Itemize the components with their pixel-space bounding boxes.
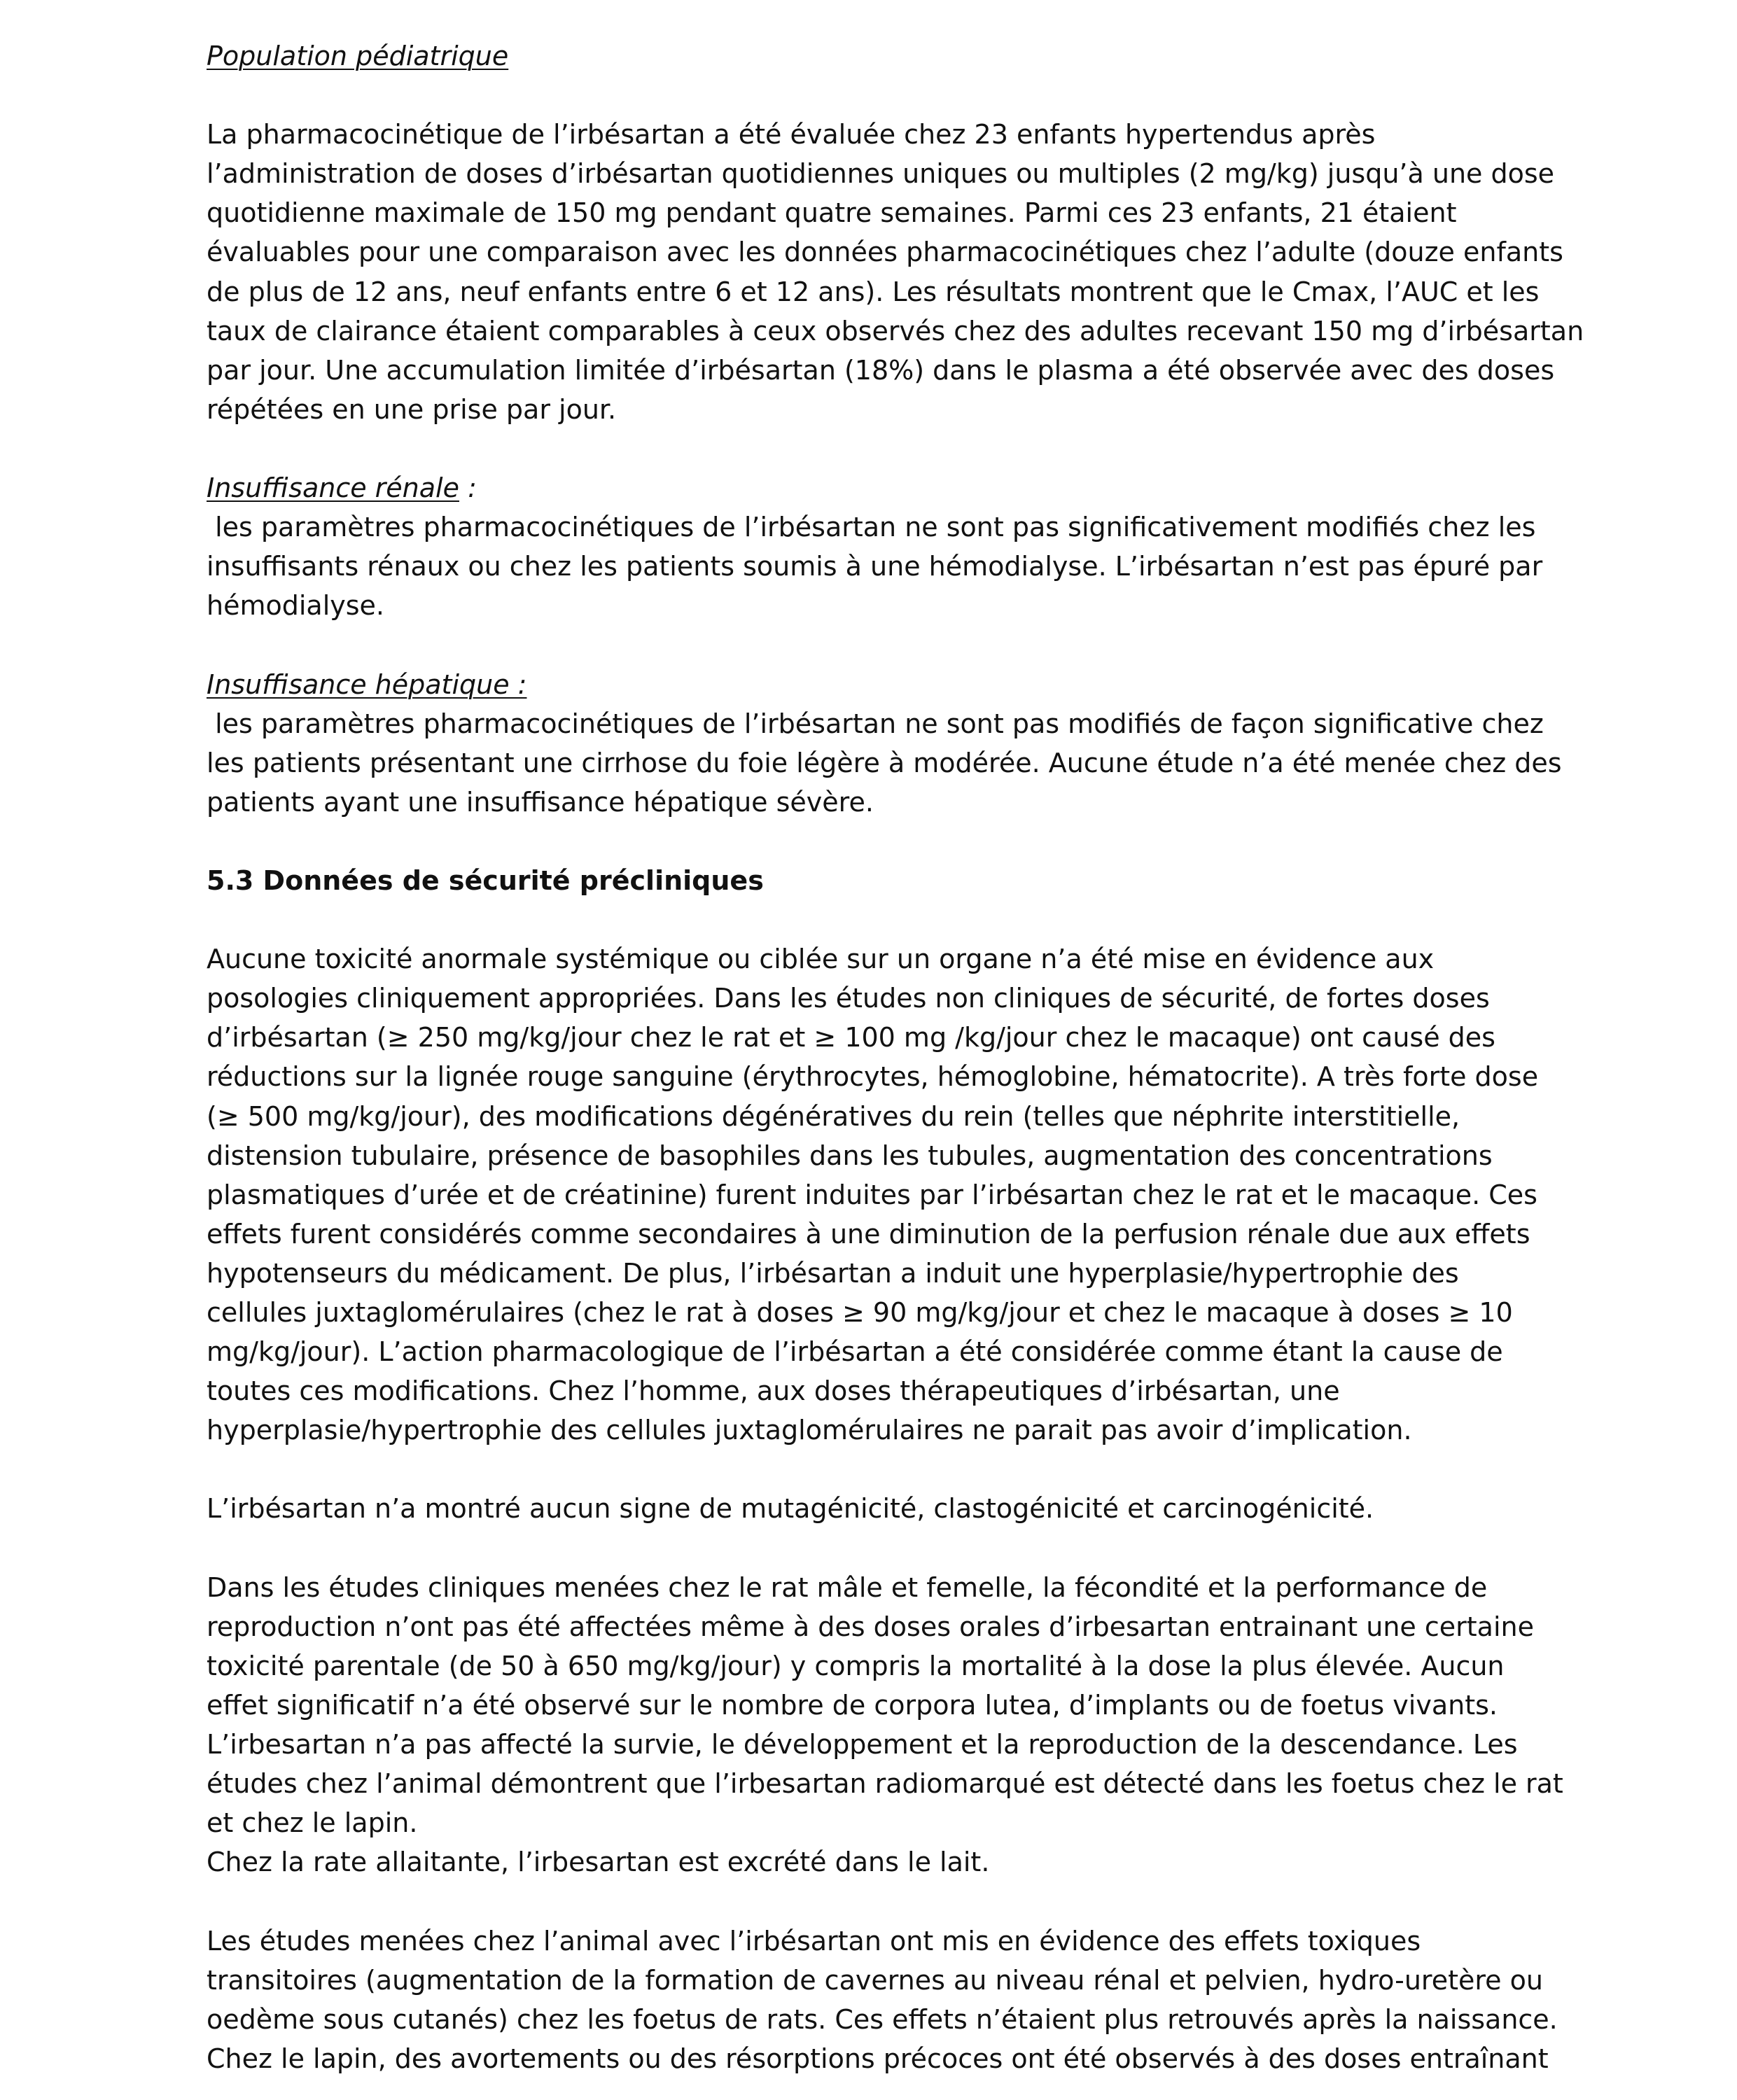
section-title-preclinical: 5.3 Données de sécurité précliniques [207, 864, 764, 896]
text-line: (≥ 500 mg/kg/jour), des modifications dégénératives du rein (telles que néphrite interstitielle, [207, 1100, 1460, 1132]
paragraph-hepatic [207, 704, 1562, 822]
section-heading-hepatic [207, 665, 1537, 704]
text-line: de plus de 12 ans, neuf enfants entre 6 et 12 ans). Les résultats montrent que le Cmax, l’AUC et les [207, 276, 1540, 307]
paragraph-preclinical-1 [207, 939, 1537, 1450]
paragraph-preclinical-2 [207, 1489, 1537, 1528]
text-line: transitoires (augmentation de la formation de cavernes au niveau rénal et pelvien, hydro-uretère ou [207, 1964, 1543, 1996]
text-line: réductions sur la lignée rouge sanguine (érythrocytes, hémoglobine, hématocrite). A très forte dose [207, 1061, 1539, 1093]
text-line: hémodialyse. [207, 590, 384, 622]
text-line: hypotenseurs du médicament. De plus, l’irbésartan a induit une hyperplasie/hypertrophie des [207, 1257, 1459, 1289]
spacer [207, 429, 1537, 468]
text-line: effet significatif n’a été observé sur le nombre de corpora lutea, d’implants ou de foetus vivants. [207, 1689, 1498, 1721]
text-line: Les études menées chez l’animal avec l’irbésartan ont mis en évidence des effets toxiques [207, 1925, 1421, 1956]
text-line: plasmatiques d’urée et de créatinine) furent induites par l’irbésartan chez le rat et le macaque. Ces [207, 1179, 1537, 1210]
text-line: Dans les études cliniques menées chez le rat mâle et femelle, la fécondité et la performance de [207, 1572, 1488, 1603]
text-line: effets furent considérés comme secondaires à une diminution de la perfusion rénale due aux effets [207, 1218, 1530, 1250]
text-line: Aucune toxicité anormale systémique ou ciblée sur un organe n’a été mise en évidence aux [207, 944, 1435, 975]
text-line: par jour. Une accumulation limitée d’irbésartan (18%) dans le plasma a été observée avec des doses [207, 354, 1555, 386]
heading-renal-text: Insuffisance rénale [207, 472, 459, 504]
text-line: d’irbésartan (≥ 250 mg/kg/jour chez le rat et ≥ 100 mg /kg/jour chez le macaque) ont causé des [207, 1022, 1495, 1054]
spacer [207, 76, 1537, 115]
spacer [207, 625, 1537, 664]
text-line: cellules juxtaglomérulaires (chez le rat à doses ≥ 90 mg/kg/jour et chez le macaque à doses ≥ 10 [207, 1297, 1513, 1328]
text-line: toutes ces modifications. Chez l’homme, aux doses thérapeutiques d’irbésartan, une [207, 1376, 1340, 1407]
text-line: patients ayant une insuffisance hépatique sévère. [207, 786, 874, 818]
document-page [207, 36, 1584, 2078]
text-line: quotidienne maximale de 150 mg pendant quatre semaines. Parmi ces 23 enfants, 21 étaient [207, 197, 1457, 229]
text-line: distension tubulaire, présence de basophiles dans les tubules, augmentation des concentrations [207, 1140, 1493, 1171]
spacer [207, 900, 1537, 939]
heading-pediatric-text: Population pédiatrique [207, 41, 509, 71]
text-line: posologies cliniquement appropriées. Dans les études non cliniques de sécurité, de fortes doses [207, 983, 1490, 1014]
text-line: répétées en une prise par jour. [207, 393, 617, 425]
text-line: oedème sous cutanés) chez les foetus de rats. Ces effets n’étaient plus retrouvés après la naissance. [207, 2003, 1558, 2035]
text-line: L’irbésartan n’a montré aucun signe de mutagénicité, clastogénicité et carcinogénicité. [207, 1493, 1374, 1525]
paragraph-preclinical-4 [207, 1921, 1558, 2078]
spacer [207, 822, 1537, 861]
text-line: Chez le lapin, des avortements ou des résorptions précoces ont été observés à des doses entraînant [207, 2043, 1549, 2074]
text-line: mg/kg/jour). L’action pharmacologique de l’irbésartan a été considérée comme étant la cause de [207, 1336, 1503, 1368]
text-line: La pharmacocinétique de l’irbésartan a été évaluée chez 23 enfants hypertendus après [207, 119, 1376, 150]
text-line: l’administration de doses d’irbésartan quotidiennes uniques ou multiples (2 mg/kg) jusqu’à une dose [207, 158, 1555, 190]
section-heading-renal [207, 468, 1537, 507]
text-line: L’irbesartan n’a pas affecté la survie, le développement et la reproduction de la descendance. Les [207, 1729, 1518, 1760]
heading-hepatic-text: Insuffisance hépatique : [207, 668, 527, 700]
text-line: taux de clairance étaient comparables à ceux observés chez des adultes recevant 150 mg d’irbésartan [207, 315, 1584, 346]
text-line: les paramètres pharmacocinétiques de l’irbésartan ne sont pas significativement modifiés chez les [207, 512, 1536, 543]
text-line: hyperplasie/hypertrophie des cellules juxtaglomérulaires ne parait pas avoir d’implication. [207, 1415, 1412, 1446]
text-line: études chez l’animal démontrent que l’irbesartan radiomarqué est détecté dans les foetus chez le rat [207, 1768, 1563, 1800]
text-line: reproduction n’ont pas été affectées même à des doses orales d’irbesartan entrainant une certaine [207, 1611, 1534, 1642]
paragraph-pediatric [207, 115, 1584, 429]
text-line: les patients présentant une cirrhose du foie légère à modérée. Aucune étude n’a été menée chez des [207, 747, 1562, 778]
heading-renal-colon: : [459, 472, 477, 504]
text-line: insuffisants rénaux ou chez les patients soumis à une hémodialyse. L’irbésartan n’est pas épuré par [207, 551, 1543, 582]
text-line: Chez la rate allaitante, l’irbesartan est excrété dans le lait. [207, 1847, 990, 1878]
section-heading-pediatric [207, 36, 1537, 76]
paragraph-renal [207, 507, 1543, 625]
text-line: toxicité parentale (de 50 à 650 mg/kg/jour) y compris la mortalité à la dose la plus élevée. Aucun [207, 1650, 1505, 1681]
paragraph-preclinical-3 [207, 1568, 1563, 1882]
text-line: les paramètres pharmacocinétiques de l’irbésartan ne sont pas modifiés de façon significative chez [207, 708, 1544, 739]
spacer [207, 1529, 1537, 1568]
text-line: et chez le lapin. [207, 1807, 418, 1839]
text-line: évaluables pour une comparaison avec les données pharmacocinétiques chez l’adulte (douze enfants [207, 237, 1563, 268]
spacer [207, 1882, 1537, 1921]
spacer [207, 1450, 1537, 1489]
